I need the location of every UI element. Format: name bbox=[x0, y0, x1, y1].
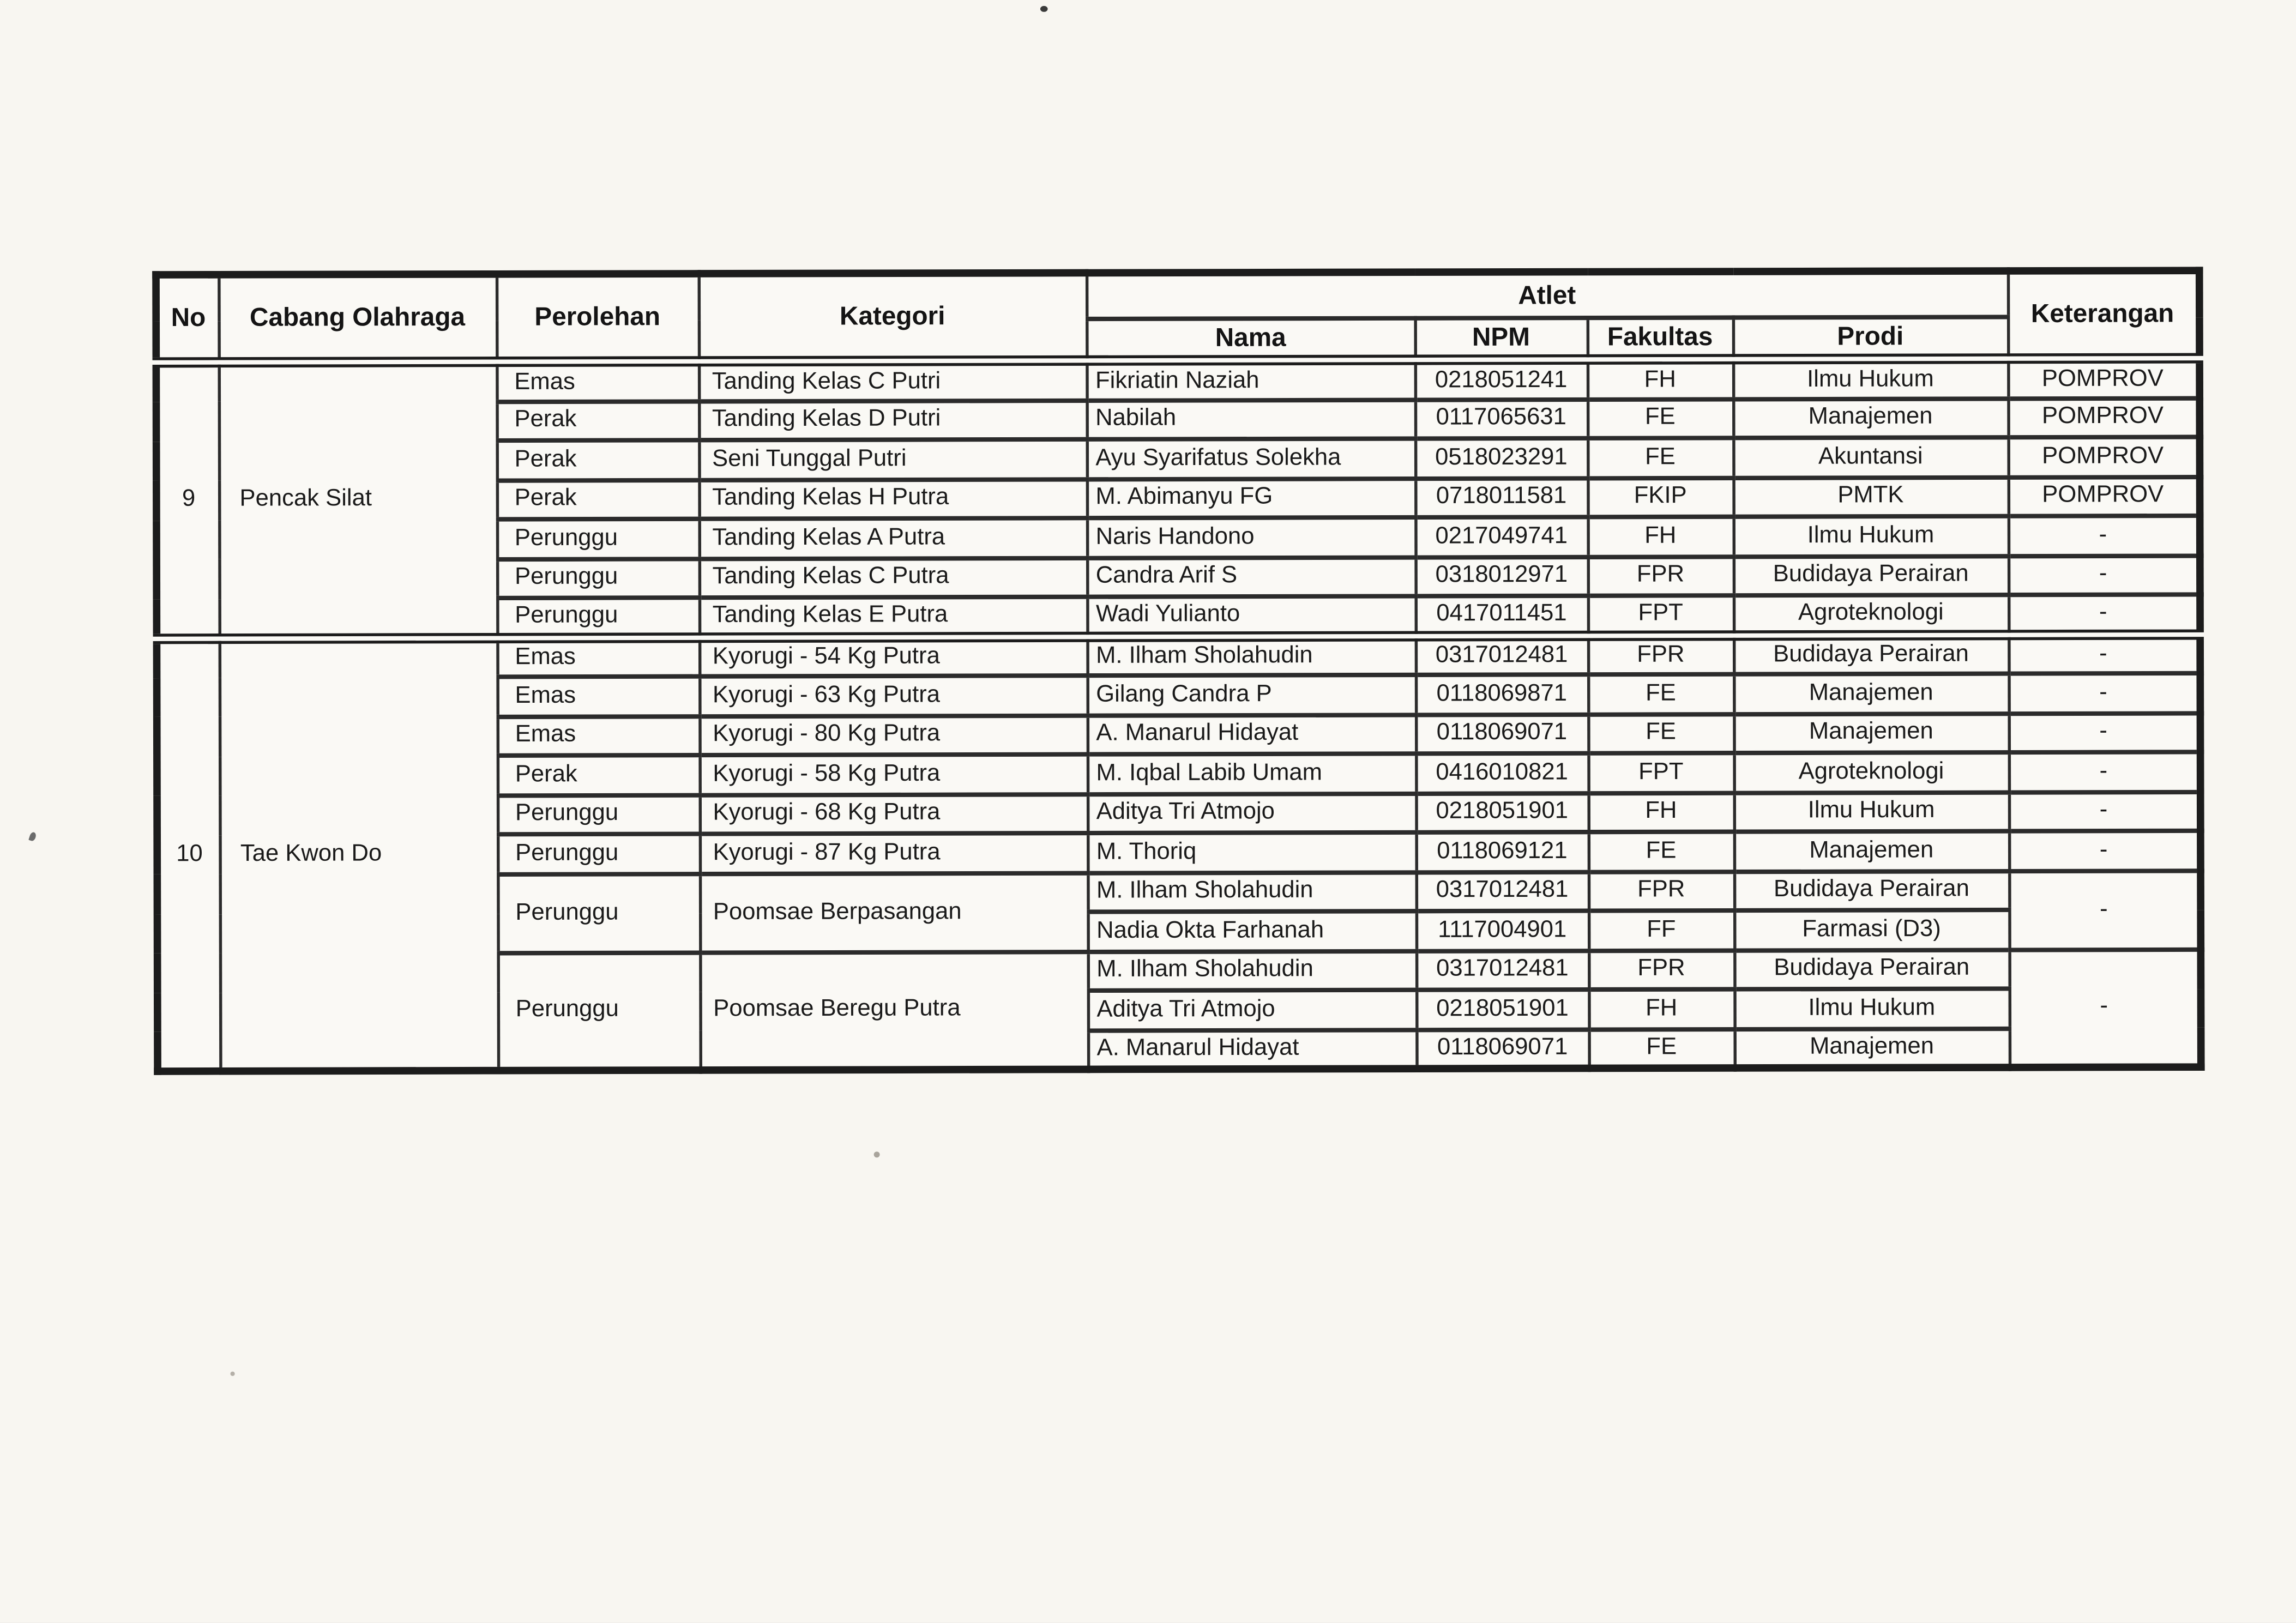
faculty-cell: FE bbox=[1587, 399, 1733, 438]
major-cell: Ilmu Hukum bbox=[1733, 516, 2008, 556]
npm-cell: 0117065631 bbox=[1415, 399, 1587, 439]
faculty-cell: FH bbox=[1588, 792, 1734, 832]
col-header-cabang-olahraga: Cabang Olahraga bbox=[219, 274, 497, 363]
category-cell: Tanding Kelas H Putra bbox=[699, 479, 1087, 519]
npm-cell: 0317012481 bbox=[1416, 871, 1588, 911]
major-cell: Akuntansi bbox=[1733, 437, 2008, 477]
faculty-cell: FE bbox=[1587, 438, 1733, 478]
major-cell: Farmasi (D3) bbox=[1734, 910, 2009, 950]
athlete-name-cell: Candra Arif S bbox=[1087, 557, 1415, 596]
athlete-name-cell: Wadi Yulianto bbox=[1087, 596, 1415, 636]
remark-cell: - bbox=[2009, 673, 2201, 713]
category-cell: Tanding Kelas A Putra bbox=[699, 518, 1087, 558]
medal-cell: Perunggu bbox=[497, 873, 700, 952]
medal-cell: Perunggu bbox=[497, 834, 700, 874]
major-cell: Ilmu Hukum bbox=[1734, 792, 2009, 831]
medal-cell: Emas bbox=[497, 637, 700, 677]
category-cell: Kyorugi - 87 Kg Putra bbox=[700, 833, 1088, 873]
athlete-name-cell: M. Ilham Sholahudin bbox=[1088, 872, 1417, 912]
medal-cell: Perunggu bbox=[497, 598, 699, 637]
medal-cell: Perak bbox=[497, 755, 700, 795]
athlete-name-cell: Ayu Syarifatus Solekha bbox=[1087, 439, 1415, 479]
faculty-cell: FKIP bbox=[1588, 478, 1733, 517]
scan-speck bbox=[230, 1372, 234, 1376]
col-header-kategori: Kategori bbox=[698, 273, 1087, 361]
npm-cell: 0118069071 bbox=[1415, 714, 1588, 753]
major-cell: Budidaya Perairan bbox=[1733, 556, 2008, 595]
major-cell: PMTK bbox=[1733, 476, 2008, 516]
col-header-keterangan: Keterangan bbox=[2008, 270, 2199, 359]
category-cell: Kyorugi - 68 Kg Putra bbox=[700, 794, 1088, 834]
remark-cell: POMPROV bbox=[2008, 358, 2199, 398]
col-header-fakultas: Fakultas bbox=[1587, 318, 1733, 360]
col-header-no: No bbox=[156, 275, 219, 363]
athlete-name-cell: M. Ilham Sholahudin bbox=[1087, 636, 1416, 675]
athlete-name-cell: M. Thoriq bbox=[1087, 832, 1416, 872]
faculty-cell: FH bbox=[1588, 517, 1733, 557]
section-tae-kwon-do bbox=[156, 634, 2201, 1071]
remark-cell: - bbox=[2009, 752, 2201, 792]
category-cell: Kyorugi - 58 Kg Putra bbox=[700, 755, 1088, 795]
athlete-name-cell: Aditya Tri Atmojo bbox=[1087, 793, 1416, 833]
table-row bbox=[156, 358, 2199, 402]
athlete-name-cell: Fikriatin Naziah bbox=[1087, 360, 1415, 400]
athlete-name-cell: M. Iqbal Labib Umam bbox=[1087, 753, 1416, 793]
table-row bbox=[156, 634, 2200, 678]
remark-cell: - bbox=[2008, 594, 2200, 634]
category-cell: Tanding Kelas C Putra bbox=[699, 557, 1087, 598]
medal-cell: Emas bbox=[497, 361, 699, 401]
medal-cell: Perak bbox=[497, 440, 699, 480]
faculty-cell: FPR bbox=[1588, 635, 1733, 674]
faculty-cell: FH bbox=[1589, 989, 1734, 1029]
section-pencak-silat bbox=[156, 358, 2200, 638]
major-cell: Agroteknologi bbox=[1734, 752, 2009, 792]
category-cell: Kyorugi - 63 Kg Putra bbox=[699, 675, 1087, 716]
medal-cell: Perunggu bbox=[497, 794, 700, 834]
npm-cell: 0318012971 bbox=[1415, 557, 1588, 596]
npm-cell: 0317012481 bbox=[1416, 950, 1588, 990]
faculty-cell: FPR bbox=[1588, 950, 1734, 990]
npm-cell: 0218051901 bbox=[1416, 793, 1588, 832]
faculty-cell: FF bbox=[1588, 910, 1734, 950]
major-cell: Manajemen bbox=[1734, 831, 2009, 871]
npm-cell: 1117004901 bbox=[1416, 911, 1588, 951]
section-number: 10 bbox=[156, 638, 220, 1071]
remark-cell: - bbox=[2009, 831, 2201, 871]
npm-cell: 0518023291 bbox=[1415, 438, 1587, 478]
scan-speck bbox=[874, 1151, 880, 1157]
remark-cell: POMPROV bbox=[2008, 437, 2200, 476]
major-cell: Manajemen bbox=[1734, 713, 2009, 753]
npm-cell: 0118069871 bbox=[1415, 674, 1588, 714]
medal-cell: Perunggu bbox=[497, 558, 699, 598]
remark-cell: - bbox=[2008, 516, 2200, 556]
major-cell: Ilmu Hukum bbox=[1733, 359, 2008, 399]
major-cell: Budidaya Perairan bbox=[1734, 871, 2009, 910]
athlete-name-cell: A. Manarul Hidayat bbox=[1087, 714, 1416, 754]
remark-cell: - bbox=[2009, 792, 2201, 831]
npm-cell: 0217049741 bbox=[1415, 517, 1588, 557]
category-cell: Kyorugi - 80 Kg Putra bbox=[700, 715, 1088, 755]
athlete-name-cell: Gilang Candra P bbox=[1087, 675, 1416, 715]
category-cell: Tanding Kelas D Putri bbox=[698, 400, 1087, 441]
scan-speck bbox=[1040, 6, 1048, 12]
athlete-name-cell: Nadia Okta Farhanah bbox=[1088, 911, 1417, 951]
faculty-cell: FE bbox=[1588, 832, 1734, 872]
medal-cell: Emas bbox=[497, 677, 700, 716]
scan-speck bbox=[28, 831, 37, 842]
npm-cell: 0118069071 bbox=[1417, 1029, 1589, 1069]
col-header-prodi: Prodi bbox=[1733, 317, 2008, 359]
col-header-nama: Nama bbox=[1086, 318, 1415, 361]
faculty-cell: FPT bbox=[1588, 753, 1734, 793]
major-cell: Agroteknologi bbox=[1733, 595, 2008, 635]
athlete-name-cell: M. Abimanyu FG bbox=[1087, 478, 1415, 518]
category-cell: Tanding Kelas E Putra bbox=[699, 597, 1087, 637]
athlete-name-cell: M. Ilham Sholahudin bbox=[1088, 950, 1417, 990]
col-header-atlet-group: Atlet bbox=[1086, 271, 2008, 319]
npm-cell: 0417011451 bbox=[1415, 596, 1588, 636]
medal-cell: Emas bbox=[497, 716, 700, 756]
faculty-cell: FH bbox=[1587, 359, 1733, 399]
medal-cell: Perak bbox=[497, 479, 699, 519]
remark-cell: - bbox=[2009, 870, 2201, 949]
remark-cell: - bbox=[2009, 713, 2201, 752]
category-cell: Poomsae Berpasangan bbox=[700, 872, 1088, 952]
medal-cell: Perak bbox=[497, 401, 699, 441]
athlete-name-cell: Aditya Tri Atmojo bbox=[1088, 990, 1417, 1030]
faculty-cell: FPR bbox=[1588, 556, 1733, 596]
category-cell: Poomsae Beregu Putra bbox=[700, 951, 1088, 1070]
remark-cell: POMPROV bbox=[2008, 397, 2200, 437]
remark-cell: - bbox=[2009, 949, 2201, 1067]
faculty-cell: FE bbox=[1588, 714, 1733, 753]
npm-cell: 0317012481 bbox=[1415, 635, 1588, 675]
npm-cell: 0118069121 bbox=[1416, 832, 1588, 872]
athlete-name-cell: Nabilah bbox=[1087, 399, 1415, 439]
sport-name: Pencak Silat bbox=[219, 362, 497, 638]
major-cell: Budidaya Perairan bbox=[1734, 949, 2009, 989]
category-cell: Tanding Kelas C Putri bbox=[698, 360, 1087, 401]
medal-cell: Perunggu bbox=[497, 519, 699, 559]
remark-cell: - bbox=[2008, 555, 2200, 595]
section-number: 9 bbox=[156, 363, 219, 638]
faculty-cell: FE bbox=[1588, 674, 1733, 714]
sport-name: Tae Kwon Do bbox=[219, 637, 498, 1071]
npm-cell: 0218051901 bbox=[1416, 990, 1588, 1029]
remark-cell: POMPROV bbox=[2008, 476, 2200, 516]
npm-cell: 0718011581 bbox=[1415, 478, 1587, 517]
category-cell: Seni Tunggal Putri bbox=[699, 439, 1087, 480]
major-cell: Budidaya Perairan bbox=[1733, 634, 2008, 674]
header-row-group bbox=[156, 270, 2199, 321]
major-cell: Ilmu Hukum bbox=[1734, 988, 2009, 1028]
table-header bbox=[156, 270, 2199, 363]
faculty-cell: FPT bbox=[1588, 595, 1733, 635]
athlete-name-cell: A. Manarul Hidayat bbox=[1088, 1029, 1417, 1069]
major-cell: Manajemen bbox=[1733, 398, 2008, 438]
athlete-name-cell: Naris Handono bbox=[1087, 517, 1415, 557]
major-cell: Manajemen bbox=[1734, 1028, 2009, 1068]
category-cell: Kyorugi - 54 Kg Putra bbox=[699, 636, 1087, 677]
col-header-npm: NPM bbox=[1415, 318, 1587, 360]
faculty-cell: FPR bbox=[1588, 871, 1734, 911]
major-cell: Manajemen bbox=[1733, 674, 2008, 714]
npm-cell: 0218051241 bbox=[1415, 359, 1587, 399]
remark-cell: - bbox=[2009, 634, 2201, 674]
medal-cell: Perunggu bbox=[498, 952, 700, 1070]
col-header-perolehan: Perolehan bbox=[496, 274, 698, 362]
faculty-cell: FE bbox=[1589, 1029, 1734, 1069]
medal-results-table bbox=[152, 267, 2204, 1075]
npm-cell: 0416010821 bbox=[1415, 753, 1588, 793]
